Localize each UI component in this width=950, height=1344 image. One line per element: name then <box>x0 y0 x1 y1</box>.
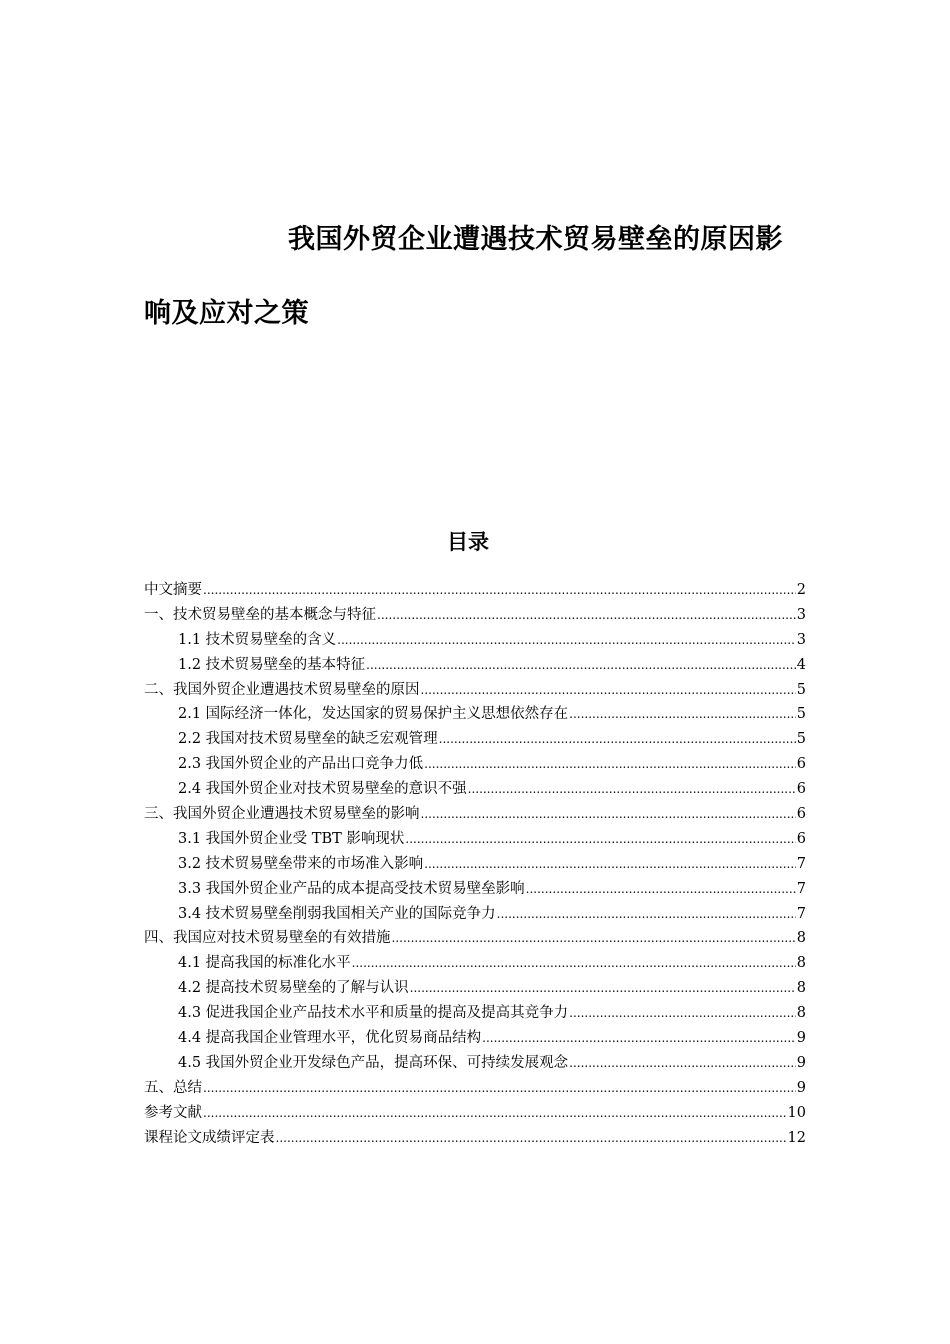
toc-entry-page-number: 3 <box>796 631 806 648</box>
toc-entry-page-number: 9 <box>796 1054 806 1071</box>
toc-entry-text: 2.2 我国对技术贸易壁垒的缺乏宏观管理 <box>178 731 438 748</box>
toc-entry-page-number: 3 <box>796 606 806 623</box>
toc-dot-leader <box>497 907 796 921</box>
toc-dot-leader <box>421 683 796 697</box>
toc-dot-leader <box>482 1031 796 1045</box>
toc-entry-text: 中文摘要 <box>144 582 202 598</box>
document-title-line-1: 我国外贸企业遭遇技术贸易壁垒的原因影 <box>288 224 783 255</box>
toc-dot-leader <box>203 583 796 597</box>
toc-entry[interactable] <box>144 827 806 852</box>
toc-entry-page-number: 10 <box>787 1104 806 1121</box>
toc-entry-text: 4.1 提高我国的标准化水平 <box>178 955 351 972</box>
toc-entry[interactable] <box>144 578 806 603</box>
toc-entry-text: 2.1 国际经济一体化，发达国家的贸易保护主义思想依然存在 <box>178 706 569 723</box>
toc-entry-text: 参考文献 <box>144 1104 202 1121</box>
toc-dot-leader <box>421 807 796 821</box>
toc-entry[interactable] <box>144 1101 806 1126</box>
toc-entry-page-number: 8 <box>796 980 806 997</box>
toc-entry-page-number: 6 <box>796 806 806 823</box>
toc-entry[interactable] <box>144 976 806 1001</box>
toc-entry[interactable] <box>144 926 806 951</box>
toc-entry-text: 4.3 促进我国企业产品技术水平和质量的提高及提高其竞争力 <box>178 1005 569 1022</box>
toc-dot-leader <box>569 1006 796 1020</box>
toc-entry[interactable] <box>144 951 806 976</box>
toc-dot-leader <box>276 1131 787 1145</box>
toc-entry[interactable] <box>144 902 806 927</box>
toc-entry[interactable] <box>144 1076 806 1101</box>
toc-entry[interactable] <box>144 852 806 877</box>
toc-entry-page-number: 7 <box>796 880 806 897</box>
toc-entry-page-number: 7 <box>796 855 806 872</box>
toc-entry-page-number: 7 <box>796 905 806 922</box>
toc-entry-text: 四、我国应对技术贸易壁垒的有效措施 <box>144 930 391 947</box>
toc-entry-page-number: 12 <box>787 1129 806 1146</box>
toc-entry[interactable] <box>144 727 806 752</box>
table-of-contents <box>144 578 806 1150</box>
document-title-line-2: 响及应对之策 <box>144 298 309 329</box>
toc-entry[interactable] <box>144 603 806 628</box>
toc-dot-leader <box>366 658 796 672</box>
toc-entry-page-number: 9 <box>796 1079 806 1096</box>
toc-dot-leader <box>569 1056 796 1070</box>
toc-entry-page-number: 6 <box>796 781 806 798</box>
toc-dot-leader <box>424 857 796 871</box>
toc-entry[interactable] <box>144 1126 806 1151</box>
toc-entry-text: 课程论文成绩评定表 <box>144 1129 275 1146</box>
toc-entry-text: 3.4 技术贸易壁垒削弱我国相关产业的国际竞争力 <box>178 905 496 922</box>
toc-entry[interactable] <box>144 702 806 727</box>
toc-entry-text: 三、我国外贸企业遭遇技术贸易壁垒的影响 <box>144 806 420 823</box>
toc-dot-leader <box>410 981 796 995</box>
toc-entry-text: 二、我国外贸企业遭遇技术贸易壁垒的原因 <box>144 681 420 698</box>
toc-entry[interactable] <box>144 628 806 653</box>
toc-dot-leader <box>569 707 796 721</box>
toc-entry-text: 3.1 我国外贸企业受 TBT 影响现状 <box>178 830 405 847</box>
toc-dot-leader <box>392 931 796 945</box>
toc-dot-leader <box>405 832 795 846</box>
toc-entry[interactable] <box>144 802 806 827</box>
toc-entry-text: 3.3 我国外贸企业产品的成本提高受技术贸易壁垒影响 <box>178 880 525 897</box>
toc-entry-page-number: 5 <box>796 706 806 723</box>
toc-entry-page-number: 6 <box>796 756 806 773</box>
toc-dot-leader <box>468 782 796 796</box>
toc-entry[interactable] <box>144 678 806 703</box>
toc-entry-text: 2.3 我国外贸企业的产品出口竞争力低 <box>178 756 424 773</box>
toc-entry[interactable] <box>144 752 806 777</box>
toc-dot-leader <box>377 608 796 622</box>
toc-entry[interactable] <box>144 777 806 802</box>
toc-entry-text: 1.1 技术贸易壁垒的含义 <box>178 631 337 648</box>
toc-entry[interactable] <box>144 1051 806 1076</box>
toc-dot-leader <box>203 1081 796 1095</box>
toc-entry[interactable] <box>144 1026 806 1051</box>
toc-dot-leader <box>203 1106 787 1120</box>
toc-entry-text: 4.2 提高技术贸易壁垒的了解与认识 <box>178 980 409 997</box>
toc-dot-leader <box>526 882 796 896</box>
toc-entry[interactable] <box>144 653 806 678</box>
toc-entry-page-number: 8 <box>796 1005 806 1022</box>
toc-dot-leader <box>439 732 796 746</box>
toc-entry[interactable] <box>144 1001 806 1026</box>
toc-entry-text: 一、技术贸易壁垒的基本概念与特征 <box>144 606 376 623</box>
toc-dot-leader <box>424 757 796 771</box>
toc-entry-page-number: 2 <box>796 582 806 598</box>
toc-heading: 目录 <box>447 530 489 554</box>
toc-entry-page-number: 4 <box>796 656 806 673</box>
toc-entry-text: 4.4 提高我国企业管理水平，优化贸易商品结构 <box>178 1030 482 1047</box>
toc-entry-page-number: 8 <box>796 930 806 947</box>
toc-entry-page-number: 9 <box>796 1030 806 1047</box>
toc-entry-text: 4.5 我国外贸企业开发绿色产品，提高环保、可持续发展观念 <box>178 1054 569 1071</box>
toc-entry-text: 五、总结 <box>144 1079 202 1096</box>
toc-entry-text: 2.4 我国外贸企业对技术贸易壁垒的意识不强 <box>178 781 467 798</box>
toc-entry[interactable] <box>144 877 806 902</box>
toc-entry-page-number: 6 <box>796 830 806 847</box>
toc-dot-leader <box>337 633 796 647</box>
toc-entry-page-number: 5 <box>796 681 806 698</box>
toc-entry-page-number: 5 <box>796 731 806 748</box>
toc-entry-text: 1.2 技术贸易壁垒的基本特征 <box>178 656 366 673</box>
toc-entry-page-number: 8 <box>796 955 806 972</box>
toc-dot-leader <box>352 956 796 970</box>
toc-entry-text: 3.2 技术贸易壁垒带来的市场准入影响 <box>178 855 424 872</box>
